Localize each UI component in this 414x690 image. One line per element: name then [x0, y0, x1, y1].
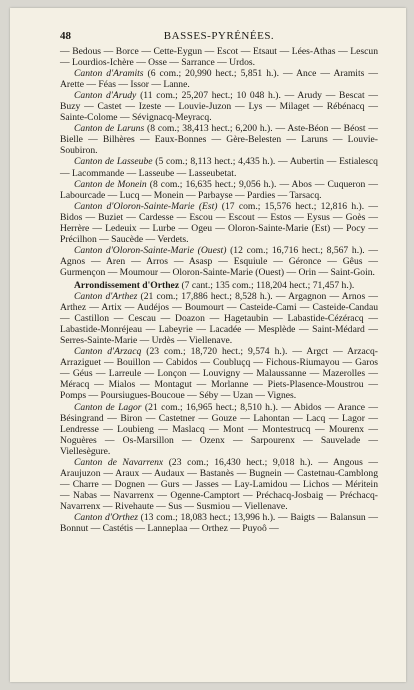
entry-text: (8 com.; 38,413 hect.; 6,200 h.). — Aste-Béon — Béost — Bielle — Bilhères — Eaux-Bonnes — Gère-Belesten — Laruns — Louvie-Soubiron.	[60, 123, 378, 157]
canton-entry	[60, 68, 378, 90]
canton-name: Canton d'Oloron-Sainte-Marie (Ouest)	[74, 244, 227, 256]
canton-entry	[60, 245, 378, 278]
page-header	[60, 30, 378, 44]
canton-entry	[60, 512, 378, 534]
canton-entry	[60, 346, 378, 401]
canton-entry	[60, 156, 378, 178]
canton-name: Canton d'Arudy	[74, 90, 137, 102]
canton-name: Canton de Lasseube	[74, 156, 153, 168]
canton-name: Canton d'Arthez	[74, 291, 138, 303]
entry-text: (23 com.; 18,720 hect.; 9,574 h.). — Argct — Arzacq-Arraziguet — Bouillon — Cabidos — Coubluçq — Fichous-Riumayou — Garos — Géus — Larreule — Lonçon — Louvigny — Malaussanne — Mazerolles — Méracq — Mialos — Montagut — Morlanne — Piets-Plasence-Moustrou — Pomps — Poursiugues-Boucoue — Séby — Uzan — Vignes.	[60, 346, 379, 402]
continued-entry	[60, 46, 378, 68]
entry-text: (11 com.; 25,207 hect.; 10 048 h.). — Arudy — Bescat — Buzy — Castet — Izeste — Louvie-Juzon — Lys — Milaget — Rébénacq — Sainte-Colome — Sévignacq-Meyracq.	[60, 90, 378, 124]
canton-name: Canton de Navarrenx	[74, 456, 164, 468]
arrondissement-entry	[60, 280, 378, 291]
canton-name: Canton d'Arzacq	[74, 346, 142, 358]
canton-entry	[60, 457, 378, 512]
book-page	[10, 8, 406, 682]
page-number: 48	[60, 30, 71, 42]
canton-name: Canton d'Aramits	[74, 68, 144, 80]
entry-text: (8 com.; 16,635 hect.; 9,056 h.). — Abos — Cuqueron — Labourcade — Lucq — Monein — Parbayse — Pardies — Tarsacq.	[60, 178, 378, 201]
entry-text: (13 com.; 18,083 hect.; 13,996 h.). — Baigts — Balansun — Bonnut — Castétis — Lanneplaa — Orthez — Puyoô —	[60, 511, 378, 535]
canton-name: Canton d'Oloron-Sainte-Marie (Est)	[74, 200, 218, 212]
entry-text: (21 com.; 16,965 hect.; 8,510 h.). — Abidos — Arance — Bésingrand — Biron — Castetner — Gouze — Lahontan — Lacq — Lagor — Lendresse — Loubieng — Maslacq — Mont — Montestrucq — Mourenx — Noguères — Os-Marsillon — Ozenx — Sarpourenx — Sauvelade — Viellesègure.	[60, 401, 378, 457]
canton-entry	[60, 179, 378, 201]
canton-name: Canton d'Orthez	[74, 511, 138, 523]
canton-entry	[60, 402, 378, 457]
canton-entry	[60, 201, 378, 245]
arrondissement-name: Arrondissement d'Orthez	[74, 279, 180, 291]
entry-text: (6 com.; 20,990 hect.; 5,851 h.). — Ance — Aramits — Arette — Féas — Issor — Lanne.	[60, 68, 378, 91]
running-title: BASSES-PYRÉNÉES.	[163, 30, 275, 42]
entry-text: (17 com.; 15,576 hect.; 12,816 h.). — Bidos — Buziet — Cardesse — Escou — Escout — Estos — Eysus — Goès — Herrère — Ledeuix — Lurbe — Ogeu — Oloron-Sainte-Marie (Est) — Pocy — Précilhon — Saucède — Verdets.	[60, 200, 378, 245]
canton-entry	[60, 123, 378, 156]
canton-name: Canton de Monein	[74, 178, 147, 190]
entry-text: (23 com.; 16,430 hect.; 9,018 h.). — Angous — Araujuzon — Araux — Audaux — Bastanès — Bugnein — Castetnau-Camblong — Charre — Dognen — Gurs — Jasses — Lay-Lamidou — Lichos — Méritein — Nabas — Navarrenx — Ogenne-Camptort — Préchacq-Josbaig — Préchacq-Navarrenx — Rivehaute — Sus — Susmiou — Viellenave.	[60, 456, 379, 512]
entry-text: (21 com.; 17,886 hect.; 8,528 h.). — Argagnon — Arnos — Arthez — Artix — Audéjos — Boumourt — Casteide-Cami — Casteide-Candau — Castillon — Cescau — Doazon — Hagetaubin — Labastide-Cézéracq — Labastide-Monréjeau — Labeyrie — Lacadée — Mesplède — Saint-Médard — Serres-Sainte-Marie — Urdès — Viellenave.	[60, 291, 378, 347]
page-body	[60, 46, 378, 534]
canton-name: Canton de Laruns	[74, 123, 145, 135]
entry-text: (5 com.; 8,113 hect.; 4,435 h.). — Aubertin — Estialescq — Lacommande — Lasseube — Lasseubetat.	[60, 156, 378, 179]
canton-name: Canton de Lagor	[74, 401, 142, 413]
canton-entry	[60, 90, 378, 123]
entry-text: (12 com.; 16,716 hect.; 8,567 h.). — Agnos — Aren — Arros — Asasp — Esquiule — Géronce — Gêus — Gurmençon — Moumour — Oloron-Sainte-Marie (Ouest) — Orin — Saint-Goin.	[60, 244, 378, 278]
entry-text: — Bedous — Borce — Cette-Eygun — Escot — Etsaut — Lées-Athas — Lescun — Lourdios-Ichère — Osse — Sarrance — Urdos.	[60, 46, 378, 69]
entry-text: (7 cant.; 135 com.; 118,204 hect.; 71,457 h.).	[179, 279, 355, 291]
canton-entry	[60, 291, 378, 346]
